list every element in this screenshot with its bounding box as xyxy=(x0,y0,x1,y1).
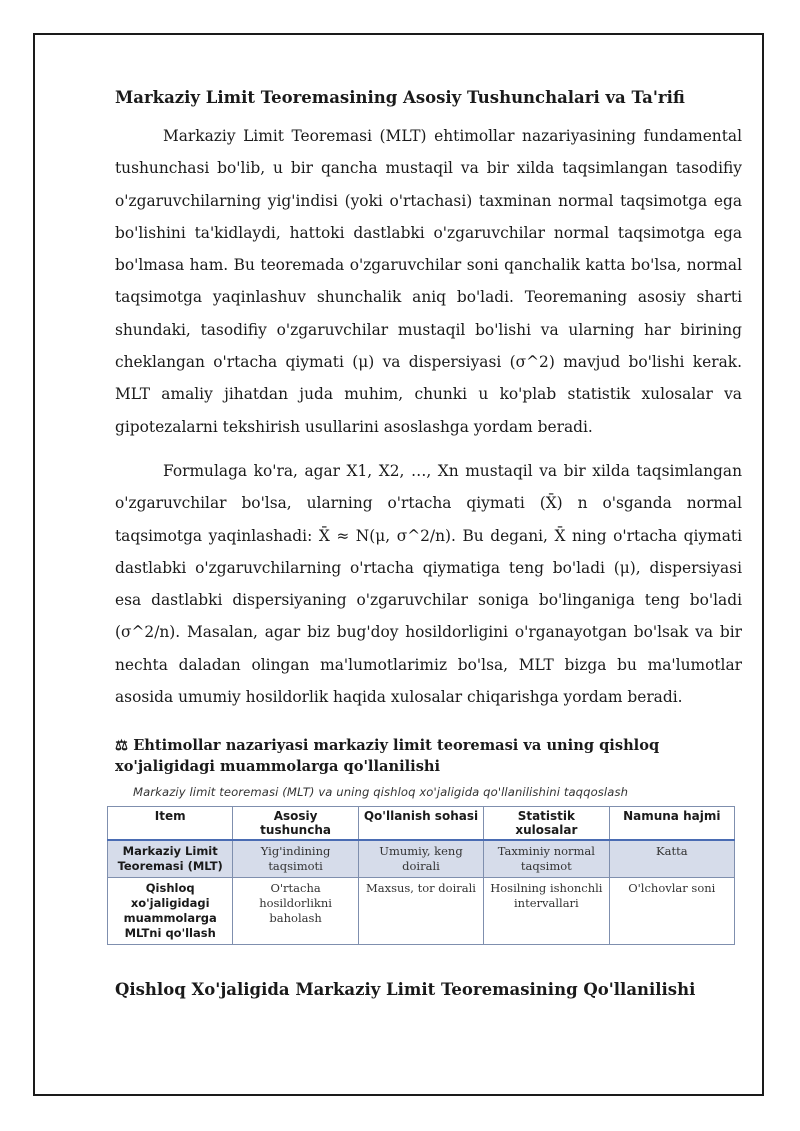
section-heading: Markaziy Limit Teoremasining Asosiy Tushunchalari va Ta'rifi xyxy=(115,88,685,107)
paragraph-2: Formulaga ko'ra, agar X1, X2, …, Xn mustaqil va bir xilda taqsimlangan o'zgaruvchilar bo'lsa, ularning o'rtacha qiymati (X̄) n o'sganda normal taqsimotga yaqinlashadi: X̄ ≈ N(μ, σ^2/n). Bu degani, X̄ ning o'rtacha qiymati dastlabki o'zgaruvchilarning o'rtacha qiymatiga teng bo'ladi (μ), dispersiyasi esa dastlabki dispersiyaning o'zgaruvchilar soniga bo'linganiga teng bo'ladi (σ^2/n). Masalan, agar biz bug'doy hosildorligini o'rganayotgan bo'lsak va bir nechta daladan olingan ma'lumotlarimiz bo'lsa, MLT bizga bu ma'lumotlar asosida umumiy hosildorlik haqida xulosalar chiqarishga yordam beradi. xyxy=(115,461,742,707)
table-row-header: Markaziy Limit Teoremasi (MLT) xyxy=(108,840,233,878)
table-header-row xyxy=(108,807,735,841)
table-cell: Hosilning ishonchli intervallari xyxy=(484,878,609,945)
table-cell: Umumiy, keng doirali xyxy=(358,840,483,878)
figure-caption xyxy=(115,735,742,777)
table-row xyxy=(108,840,735,878)
table-header-cell: Statistik xulosalar xyxy=(484,807,609,841)
comparison-table xyxy=(107,806,735,945)
table-cell: Katta xyxy=(609,840,734,878)
table-row-header: Qishloq xo'jaligidagi muammolarga MLTni qo'llash xyxy=(108,878,233,945)
table-cell: Yig'indining taqsimoti xyxy=(233,840,358,878)
figure-caption-text: Ehtimollar nazariyasi markaziy limit teoremasi va uning qishloq xo'jaligidagi muammolarga qo'llanilishi xyxy=(115,737,660,776)
table-cell: O'lchovlar soni xyxy=(609,878,734,945)
table-header-cell: Namuna hajmi xyxy=(609,807,734,841)
table-header-cell: Asosiy tushuncha xyxy=(233,807,358,841)
table-title: Markaziy limit teoremasi (MLT) va uning qishloq xo'jaligida qo'llanilishini taqqoslash xyxy=(133,785,629,800)
section-heading-2: Qishloq Xo'jaligida Markaziy Limit Teoremasining Qo'llanilishi xyxy=(115,980,696,999)
table-row xyxy=(108,878,735,945)
table-cell: Taxminiy normal taqsimot xyxy=(484,840,609,878)
table-header-cell: Qo'llanish sohasi xyxy=(358,807,483,841)
table-header-cell: Item xyxy=(108,807,233,841)
document-body xyxy=(115,86,742,945)
table-cell: Maxsus, tor doirali xyxy=(358,878,483,945)
paragraph-1: Markaziy Limit Teoremasi (MLT) ehtimollar nazariyasining fundamental tushunchasi bo'lib, u bir qancha mustaqil va bir xilda taqsimlangan tasodifiy o'zgaruvchilarning yig'indisi (yoki o'rtachasi) taxminan normal taqsimotga ega bo'lishini ta'kidlaydi, hattoki dastlabki o'zgaruvchilar normal taqsimotga ega bo'lmasa ham. Bu teoremada o'zgaruvchilar soni qanchalik katta bo'lsa, normal taqsimotga yaqinlashuv shunchalik aniq bo'ladi. Teoremaning asosiy sharti shundaki, tasodifiy o'zgaruvchilar mustaqil bo'lishi va ularning har birining cheklangan o'rtacha qiymati (μ) va dispersiyasi (σ^2) mavjud bo'lishi kerak. MLT amaliy jihatdan juda muhim, chunki u ko'plab statistik xulosalar va gipotezalarni tekshirish usullarini asoslashga yordam beradi. xyxy=(115,127,742,436)
scales-icon: ⚖ xyxy=(115,737,129,755)
table-cell: O'rtacha hosildorlikni baholash xyxy=(233,878,358,945)
